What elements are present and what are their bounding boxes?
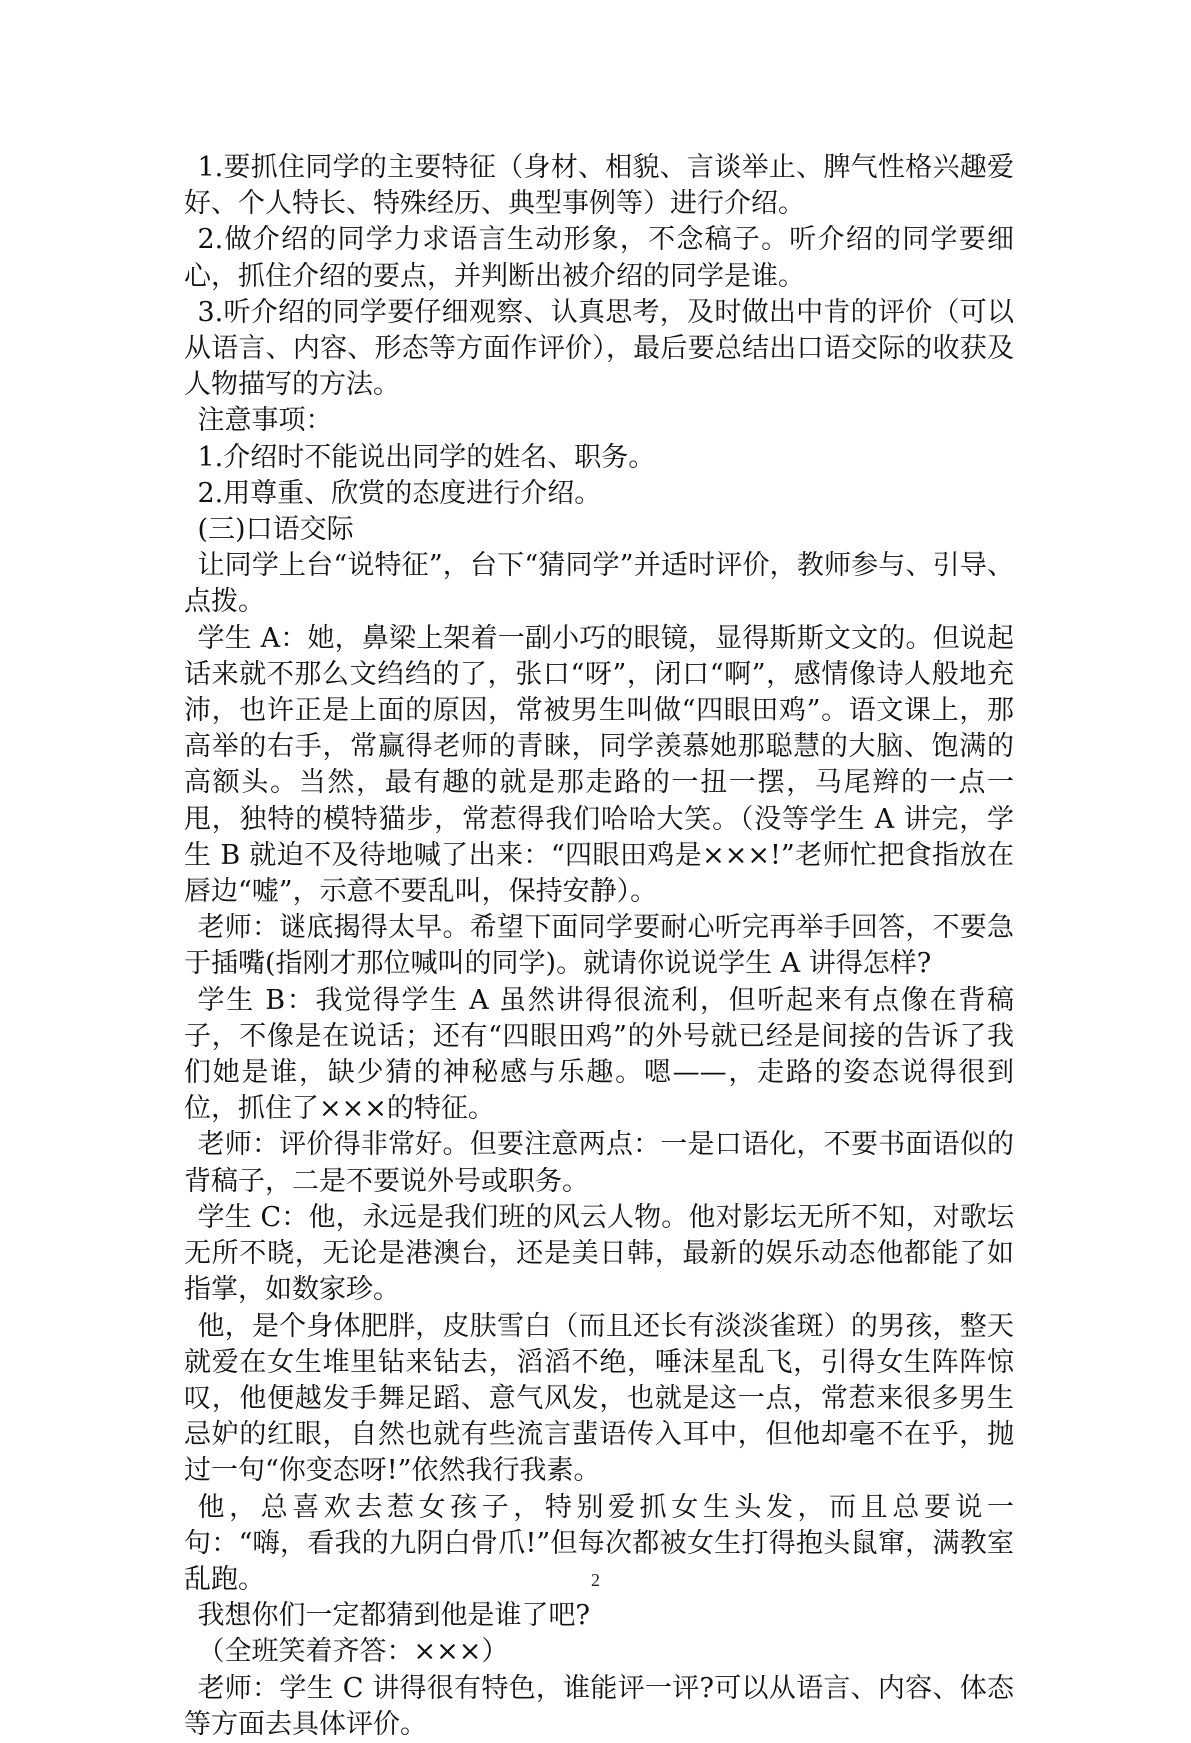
paragraph-question: 我想你们一定都猜到他是谁了吧? <box>197 1600 590 1632</box>
paragraph-student-a: 学生 A：她，鼻梁上架着一副小巧的眼镜，显得斯斯文文的。但说起话来就不那么文绉绉的了，张口“呀”，闭口“啊”，感情像诗人般地充沛，也许正是上面的原因，常被男生叫做“四眼田鸡”。语文课上，那高举的右手，常赢得老师的青睐，同学羡慕她那聪慧的大脑、饱满的高额头。当然，最有趣的就是那走路的一扭一摆，马尾辫的一点一甩，独特的模特猫步，常惹得我们哈哈大笑。（没等学生 A 讲完，学生 B 就迫不及待地喊了出来：“四眼田鸡是×××!”老师忙把食指放在唇边“嘘”，示意不要乱叫，保持安静）。 <box>184 622 1014 908</box>
notes-heading: 注意事项： <box>197 405 333 437</box>
page-number: 2 <box>591 1570 600 1590</box>
paragraph-student-c: 学生 C：他，永远是我们班的风云人物。他对影坛无所不知，对歌坛无所不晓，无论是港澳台，还是美日韩，最新的娱乐动态他都能了如指掌，如数家珍。 <box>184 1201 1014 1306</box>
note-2: 2.用尊重、欣赏的态度进行介绍。 <box>197 477 602 509</box>
paragraph-teacher-3: 老师：学生 C 讲得很有特色，谁能评一评?可以从语言、内容、体态等方面去具体评价。 <box>184 1672 1014 1740</box>
paragraph-student-c-3: 他，总喜欢去惹女孩子，特别爱抓女生头发，而且总要说一句：“嗨，看我的九阴白骨爪!”但每次都被女生打得抱头鼠窜，满教室乱跑。 <box>184 1491 1014 1595</box>
section-heading: (三)口语交际 <box>197 514 354 546</box>
body-text <box>184 150 1014 1743</box>
paragraph-teacher-1: 老师：谜底揭得太早。希望下面同学要耐心听完再举手回答，不要急于插嘴(指刚才那位喊叫的同学)。就请你说说学生 A 讲得怎样? <box>184 912 1014 980</box>
paragraph-answer: （全班笑着齐答：×××） <box>197 1636 509 1668</box>
paragraph-student-b: 学生 B：我觉得学生 A 虽然讲得很流利，但听起来有点像在背稿子，不像是在说话；还有“四眼田鸡”的外号就已经是间接的告诉了我们她是谁，缺少猜的神秘感与乐趣。嗯——，走路的姿态说得很到位，抓住了×××的特征。 <box>184 984 1014 1125</box>
paragraph-point-2: 2.做介绍的同学力求语言生动形象，不念稿子。听介绍的同学要细心，抓住介绍的要点，并判断出被介绍的同学是谁。 <box>184 224 1014 292</box>
paragraph-student-c-2: 他，是个身体肥胖，皮肤雪白（而且还长有淡淡雀斑）的男孩，整天就爱在女生堆里钻来钻去，滔滔不绝，唾沫星乱飞，引得女生阵阵惊叹，他便越发手舞足蹈、意气风发，也就是这一点，常惹来很多男生忌妒的红眼，自然也就有些流言蜚语传入耳中，但他却毫不在乎，抛过一句“你变态呀!”依然我行我素。 <box>184 1310 1014 1487</box>
paragraph-point-3: 3.听介绍的同学要仔细观察、认真思考，及时做出中肯的评价（可以从语言、内容、形态等方面作评价），最后要总结出口语交际的收获及人物描写的方法。 <box>184 296 1014 401</box>
paragraph-point-1: 1.要抓住同学的主要特征（身材、相貌、言谈举止、脾气性格兴趣爱好、个人特长、特殊经历、典型事例等）进行介绍。 <box>184 152 1014 220</box>
note-1: 1.介绍时不能说出同学的姓名、职务。 <box>197 441 656 473</box>
paragraph-teacher-2: 老师：评价得非常好。但要注意两点：一是口语化，不要书面语似的背稿子，二是不要说外号或职务。 <box>184 1129 1014 1197</box>
paragraph-intro: 让同学上台“说特征”，台下“猜同学”并适时评价，教师参与、引导、点拨。 <box>184 550 1014 618</box>
